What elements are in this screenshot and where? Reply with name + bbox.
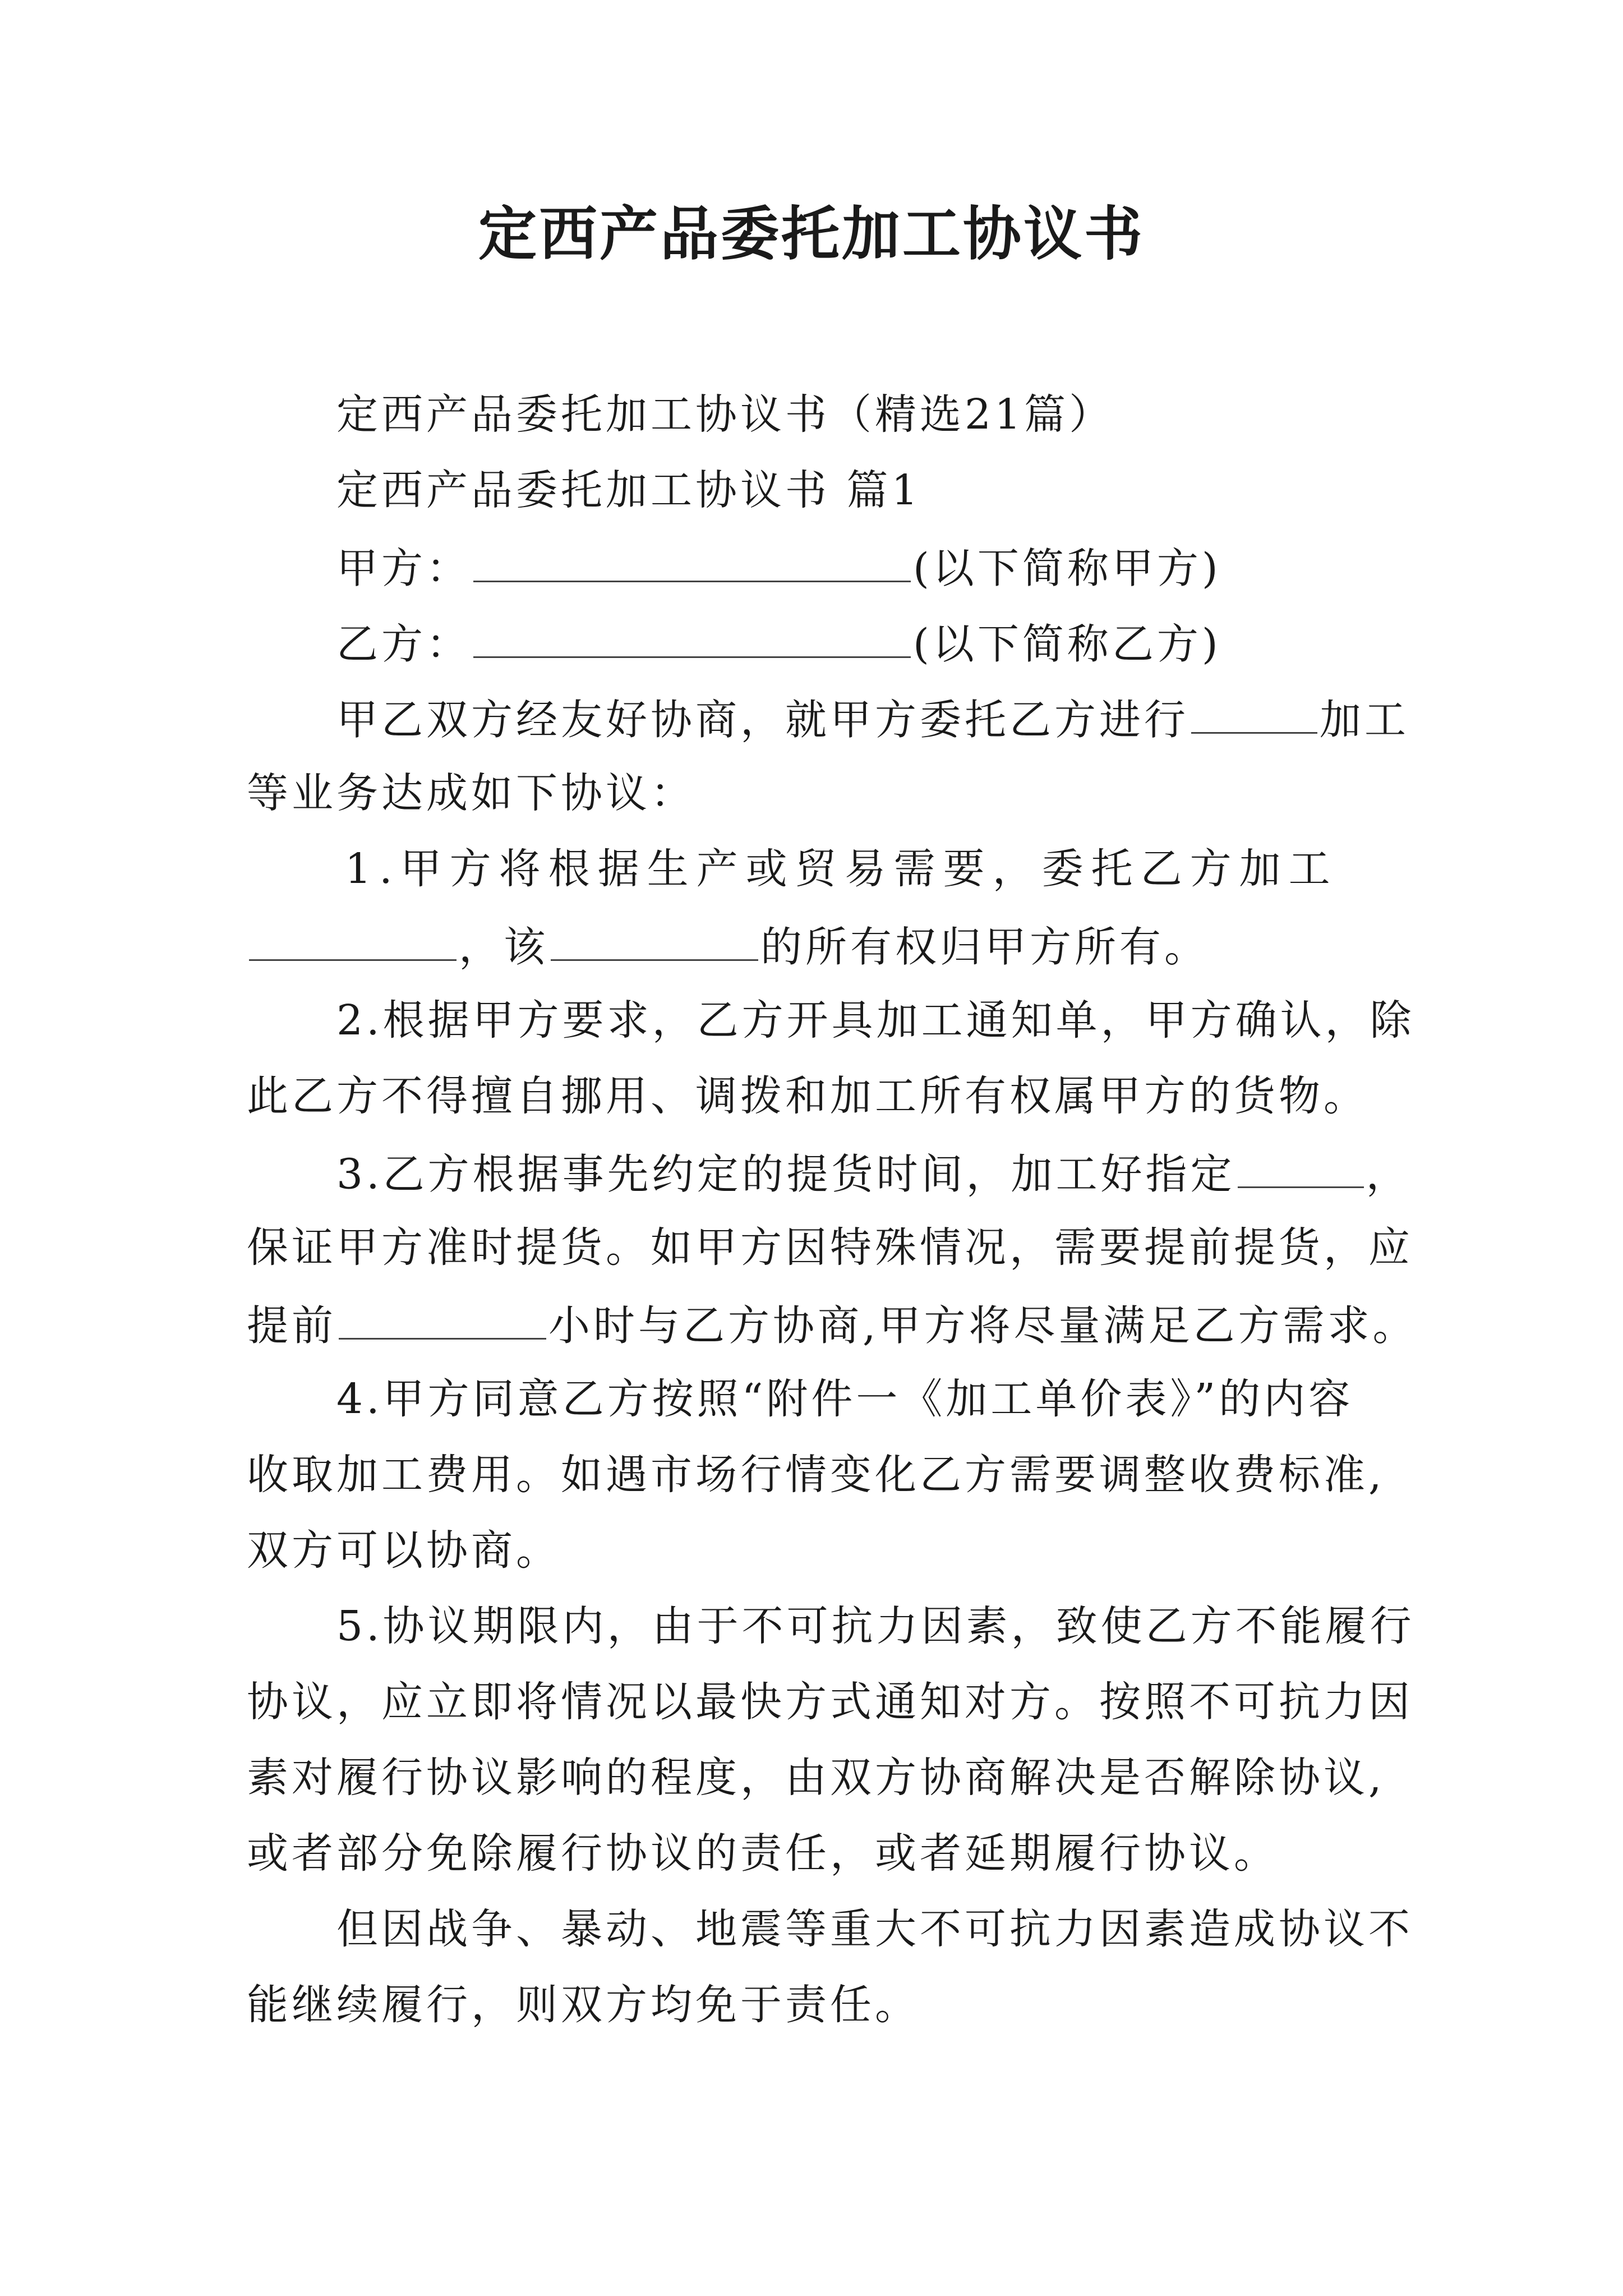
party-a-label: 甲方： <box>336 544 471 593</box>
clause6-line-1: 但因战争、暴动、地震等重大不可抗力因素造成协议不 <box>336 1905 1413 1953</box>
clause3-blank-2 <box>339 1299 546 1340</box>
clause3-text-b: ， <box>1366 1150 1411 1199</box>
clause3-blank-1 <box>1238 1147 1364 1188</box>
clause4-line-2: 收取加工费用。如遇市场行情变化乙方需要调整收费标准, <box>247 1451 1385 1499</box>
intro-line-1 <box>336 693 1409 745</box>
intro-text-b: 加工 <box>1320 696 1409 744</box>
clause3-line-2: 保证甲方准时提货。如甲方因特殊情况，需要提前提货，应 <box>247 1223 1413 1272</box>
clause1-blank-1 <box>249 920 457 961</box>
clause3-line-3 <box>247 1299 1418 1351</box>
clause3-text-a: 3.乙方根据事先约定的提货时间，加工好指定 <box>336 1150 1235 1199</box>
clause4-line-3: 双方可以协商。 <box>247 1526 561 1575</box>
party-a-blank <box>473 541 911 582</box>
party-b-line <box>336 617 1221 669</box>
clause5-line-4: 或者部分免除履行协议的责任，或者延期履行协议。 <box>247 1829 1279 1878</box>
document-title: 定西产品委托加工协议书 <box>478 199 1145 268</box>
party-b-suffix: (以下简称乙方) <box>913 620 1221 669</box>
intro-blank <box>1191 693 1317 734</box>
document-subtitle: 定西产品委托加工协议书（精选21篇） <box>336 390 1114 439</box>
party-b-blank <box>473 617 911 658</box>
clause3-text-d: 小时与乙方协商,甲方将尽量满足乙方需求。 <box>548 1301 1418 1350</box>
party-b-label: 乙方： <box>336 620 471 669</box>
clause3-line-1 <box>336 1147 1411 1199</box>
intro-line-2: 等业务达成如下协议： <box>247 769 695 817</box>
clause1-text-a: ，该 <box>459 923 548 972</box>
clause6-line-2: 能继续履行，则双方均免于责任。 <box>247 1981 920 2029</box>
clause2-line-2: 此乙方不得擅自挪用、调拨和加工所有权属甲方的货物。 <box>247 1072 1368 1120</box>
clause1-text-b: 的所有权归甲方所有。 <box>760 923 1209 972</box>
section-heading: 定西产品委托加工协议书 篇1 <box>336 466 921 514</box>
party-a-line <box>336 541 1221 593</box>
intro-text-a: 甲乙双方经友好协商，就甲方委托乙方进行 <box>336 696 1189 744</box>
clause5-line-1: 5.协议期限内，由于不可抗力因素，致使乙方不能履行 <box>336 1602 1415 1650</box>
clause2-line-1: 2.根据甲方要求，乙方开具加工通知单，甲方确认，除 <box>336 996 1415 1045</box>
clause5-line-3: 素对履行协议影响的程度，由双方协商解决是否解除协议, <box>247 1754 1385 1802</box>
clause1-blank-2 <box>551 920 758 961</box>
clause1-line-1: 1.甲方将根据生产或贸易需要，委托乙方加工 <box>345 845 1338 893</box>
party-a-suffix: (以下简称甲方) <box>913 544 1221 593</box>
clause4-line-1: 4.甲方同意乙方按照“附件一《加工单价表》”的内容 <box>336 1375 1354 1423</box>
clause3-text-c: 提前 <box>247 1301 336 1350</box>
clause1-line-2 <box>247 920 1209 972</box>
clause5-line-2: 协议，应立即将情况以最快方式通知对方。按照不可抗力因 <box>247 1678 1413 1726</box>
